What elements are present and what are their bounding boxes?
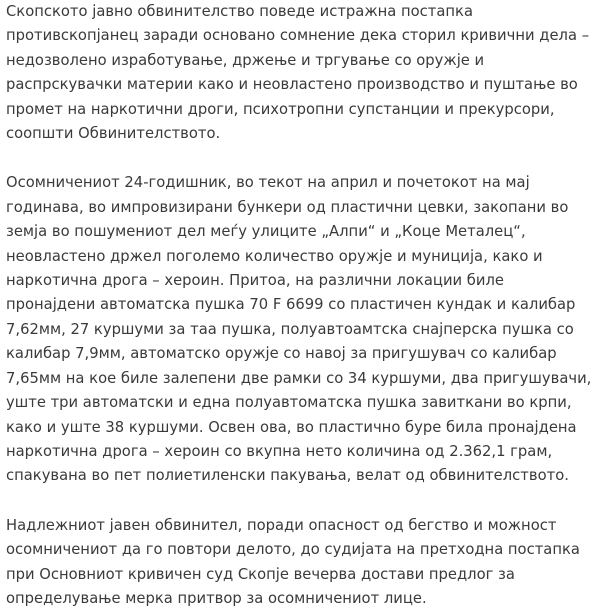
paragraph-line: пронајдени автоматска пушка 70 F 6699 со пластичен кундак и калибар xyxy=(6,296,576,314)
paragraph-line: 7,62мм, 27 куршуми за таа пушка, полуавтоамтска снајперска пушка со xyxy=(6,320,574,338)
paragraph-line: распрскувачки материи како и неовластено производство и пуштање во xyxy=(6,76,578,94)
paragraph-line: осомничениот да го повтори делото, до судијата на претходна постапка xyxy=(6,541,580,559)
paragraph-line: недозволено изработување, држење и тргување со оружје и xyxy=(6,51,485,69)
paragraph-line: годинава, во импровизирани бункери од пластични цевки, закопани во xyxy=(6,198,569,216)
paragraph-line: наркотична дрога – хероин со вкупна нето количина од 2.362,1 грам, xyxy=(6,442,553,460)
paragraph-line: неовластено држел поголемо количество оружје и муниција, како и xyxy=(6,247,543,265)
paragraph-line: уште три автоматски и една полуавтоматска пушка завиткани во крпи, xyxy=(6,394,572,412)
paragraph-line: промет на наркотични дроги, психотропни супстанции и прекурсори, xyxy=(6,100,555,118)
paragraph-line: соопшти Обвинителството. xyxy=(6,125,221,143)
paragraph-line: при Основниот кривичен суд Скопје вечерва достави предлог за xyxy=(6,565,515,583)
article-paragraph-2 xyxy=(6,171,598,488)
paragraph-line: Надлежниот јавен обвинител, поради опасност од бегство и можност xyxy=(6,516,557,534)
paragraph-line: противскопјанец заради основано сомнение дека сторил кривични дела – xyxy=(6,27,590,45)
paragraph-line: земја во пошумениот дел меѓу улиците „Алпи“ и „Коце Металец“, xyxy=(6,223,526,241)
paragraph-line: спакувана во пет полиетиленски пакувања, велат од обвинителството. xyxy=(6,467,569,485)
paragraph-line: 7,65мм на кое биле залепени две рамки со 34 куршуми, два пригушувачи, xyxy=(6,369,592,387)
paragraph-line: наркотична дрога – хероин. Притоа, на различни локации биле xyxy=(6,272,504,290)
paragraph-line: како и уште 38 куршуми. Освен ова, во пластично буре била пронајдена xyxy=(6,418,577,436)
paragraph-line: Осомничениот 24-годишник, во текот на април и почетокот на мај xyxy=(6,174,530,192)
paragraph-line: калибар 7,9мм, автоматско оружје со навој за пригушувач со калибар xyxy=(6,345,557,363)
article-paragraph-1 xyxy=(6,0,598,146)
paragraph-line: определување мерка притвор за осомничениот лице. xyxy=(6,589,427,607)
article-paragraph-3 xyxy=(6,514,598,611)
paragraph-line: Скопското јавно обвинителство поведе истражна постапка xyxy=(6,3,473,20)
